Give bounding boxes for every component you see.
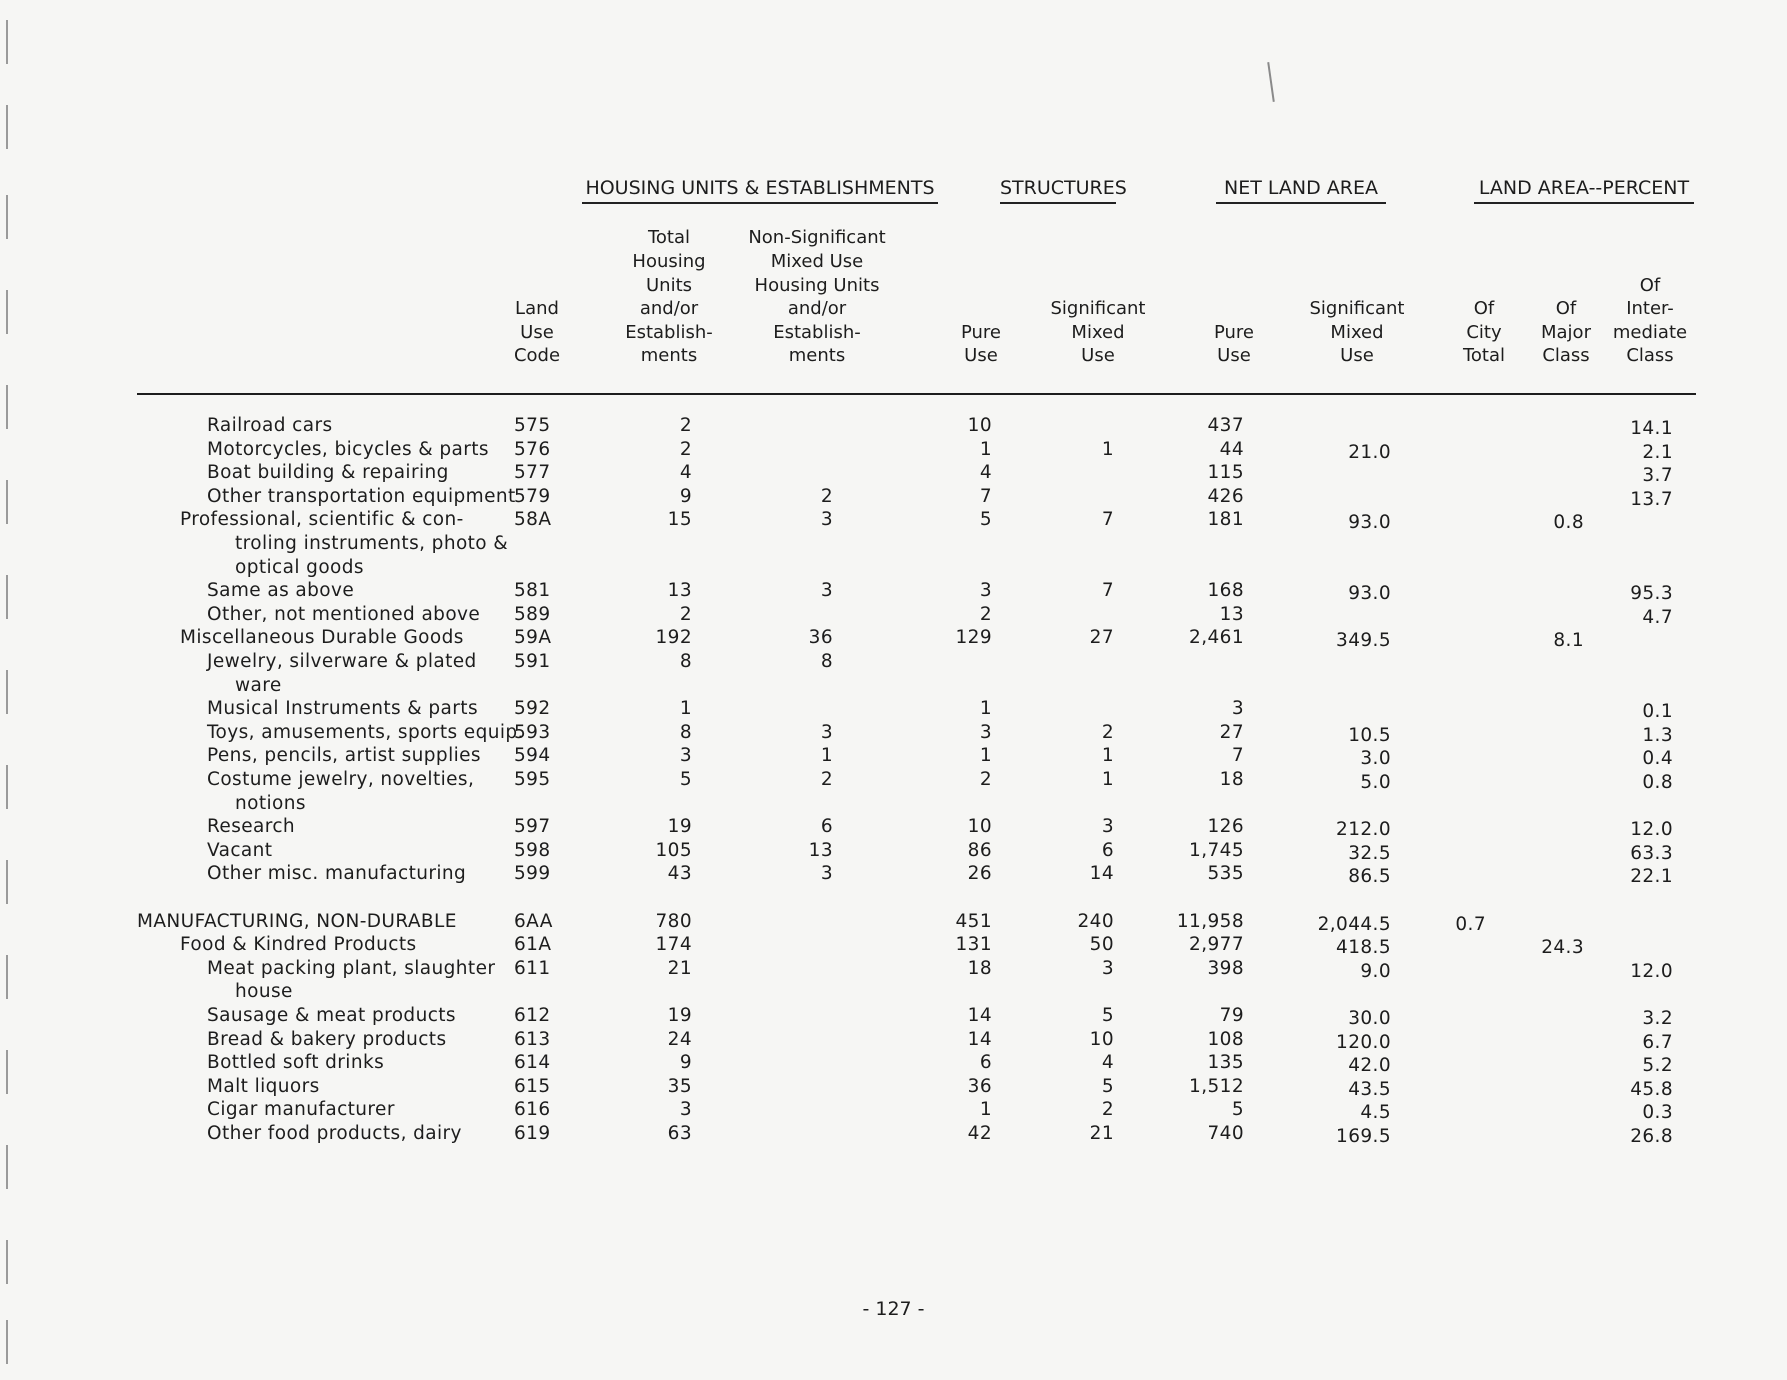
group-rule-land-percent	[1474, 202, 1694, 204]
cell-sig: 4	[1101, 1052, 1114, 1074]
cell-inter: 0.8	[1642, 772, 1673, 793]
cell-total: 780	[655, 910, 692, 932]
cell-total: 19	[667, 1005, 692, 1026]
column-header-line: Of	[1555, 298, 1577, 320]
row-label: Jewelry, silverware & plated	[207, 651, 477, 672]
row-label: Costume jewelry, novelties,	[207, 769, 475, 790]
column-header-line: Housing Units	[754, 274, 880, 296]
table-row	[0, 980, 1787, 1004]
cell-inter: 26.8	[1630, 1126, 1673, 1147]
cell-pure: 3	[979, 721, 992, 743]
row-label: Motorcycles, bicycles & parts	[207, 438, 489, 460]
land-use-code: 619	[514, 1123, 551, 1144]
table-row	[0, 626, 1787, 650]
binder-mark	[6, 105, 12, 149]
header-divider	[137, 393, 1696, 395]
cell-nsig: 86.5	[1348, 866, 1391, 888]
cell-inter: 63.3	[1630, 842, 1673, 864]
cell-total: 15	[667, 509, 692, 531]
cell-npure: 11,958	[1176, 910, 1244, 932]
cell-total: 63	[667, 1123, 692, 1144]
cell-nonsig: 6	[820, 816, 833, 838]
cell-total: 24	[667, 1028, 692, 1050]
column-header-line: Land	[515, 298, 559, 320]
column-header-line: Establish-	[773, 321, 861, 343]
column-header-line: Use	[520, 321, 554, 343]
cell-major: 0.8	[1553, 512, 1584, 534]
cell-total: 2	[679, 603, 692, 625]
table-row	[0, 721, 1787, 745]
cell-pure: 86	[967, 839, 992, 861]
row-label: Professional, scientific & con-	[180, 509, 464, 531]
land-use-code: 612	[514, 1005, 551, 1026]
cell-sig: 3	[1101, 816, 1114, 838]
cell-total: 13	[667, 580, 692, 602]
cell-pure: 14	[967, 1005, 992, 1026]
binder-mark	[6, 195, 12, 239]
group-rule-structures	[1000, 202, 1116, 204]
row-label: Malt liquors	[207, 1075, 320, 1097]
cell-pure: 7	[979, 485, 992, 507]
cell-nonsig: 2	[820, 769, 833, 790]
land-use-code: 611	[514, 957, 551, 979]
land-use-code: 599	[514, 863, 551, 885]
column-header-line: Non-Significant	[748, 227, 886, 249]
column-header-line: Significant	[1309, 298, 1405, 320]
row-label: MANUFACTURING, NON-DURABLE	[137, 910, 457, 932]
land-use-code: 614	[514, 1052, 551, 1074]
column-header-line: Mixed Use	[770, 250, 864, 272]
cell-inter: 22.1	[1630, 866, 1673, 888]
column-header-line: Mixed	[1071, 321, 1125, 343]
group-header-net-land: NET LAND AREA	[1224, 177, 1378, 199]
table-row	[0, 674, 1787, 698]
cell-nsig: 418.5	[1336, 937, 1391, 959]
cell-total: 4	[679, 462, 692, 484]
cell-nsig: 42.0	[1348, 1055, 1391, 1077]
land-use-code: 579	[514, 485, 551, 507]
column-header-line: Mixed	[1330, 321, 1384, 343]
binder-mark	[6, 1240, 12, 1284]
table-row	[0, 744, 1787, 768]
cell-nonsig: 36	[808, 627, 833, 649]
cell-nsig: 4.5	[1360, 1102, 1391, 1124]
cell-sig: 240	[1077, 910, 1114, 932]
cell-npure: 535	[1207, 863, 1244, 885]
land-use-code: 595	[514, 769, 551, 790]
column-header-line: Pure	[960, 321, 1002, 343]
column-header-line: mediate	[1612, 321, 1688, 343]
cell-nonsig: 3	[820, 580, 833, 602]
row-label: Cigar manufacturer	[207, 1099, 395, 1121]
table-row	[0, 579, 1787, 603]
cell-nonsig: 2	[820, 485, 833, 507]
table-row	[0, 461, 1787, 485]
group-rule-housing	[582, 202, 938, 204]
column-header-line: Housing	[632, 250, 706, 272]
cell-nsig: 21.0	[1348, 441, 1391, 463]
cell-pure: 6	[979, 1052, 992, 1074]
table-row	[0, 768, 1787, 792]
cell-total: 174	[655, 934, 692, 956]
cell-pure: 1	[979, 745, 992, 767]
pen-mark	[1267, 62, 1275, 102]
cell-npure: 2,977	[1189, 934, 1244, 956]
column-header-line: City	[1466, 321, 1502, 343]
cell-inter: 0.1	[1642, 701, 1673, 723]
cell-npure: 27	[1219, 721, 1244, 743]
land-use-code: 592	[514, 698, 551, 720]
column-header-line: Class	[1626, 345, 1674, 367]
row-label: Toys, amusements, sports equip.	[207, 721, 524, 743]
row-label: Other misc. manufacturing	[207, 863, 467, 885]
cell-total: 5	[679, 769, 692, 790]
column-header-line: Code	[513, 345, 561, 367]
cell-total: 9	[679, 485, 692, 507]
table-row	[0, 603, 1787, 627]
cell-nsig: 93.0	[1348, 583, 1391, 605]
cell-nsig: 93.0	[1348, 512, 1391, 534]
land-use-code: 598	[514, 839, 551, 861]
table-row	[0, 1028, 1787, 1052]
cell-total: 2	[679, 415, 692, 436]
cell-pure: 1	[979, 698, 992, 720]
column-header-line: Total	[1462, 345, 1506, 367]
cell-npure: 44	[1219, 438, 1244, 460]
column-header-line: Significant	[1050, 298, 1146, 320]
cell-npure: 168	[1207, 580, 1244, 602]
cell-total: 19	[667, 816, 692, 838]
land-use-code: 615	[514, 1075, 551, 1097]
cell-nsig: 212.0	[1336, 819, 1391, 841]
cell-sig: 10	[1089, 1028, 1114, 1050]
cell-total: 105	[655, 839, 692, 861]
cell-npure: 7	[1231, 745, 1244, 767]
column-header-line: and/or	[787, 298, 847, 320]
cell-total: 21	[667, 957, 692, 979]
cell-total: 9	[679, 1052, 692, 1074]
cell-pure: 1	[979, 438, 992, 460]
cell-pure: 36	[967, 1075, 992, 1097]
cell-nsig: 32.5	[1348, 842, 1391, 864]
cell-inter: 3.7	[1642, 465, 1673, 487]
row-label: notions	[235, 792, 306, 814]
cell-pure: 3	[979, 580, 992, 602]
cell-sig: 3	[1101, 957, 1114, 979]
land-use-code: 575	[514, 415, 551, 436]
binder-mark	[6, 1145, 12, 1189]
column-header-line: Total	[647, 227, 691, 249]
cell-inter: 13.7	[1630, 488, 1673, 510]
table-row	[0, 815, 1787, 839]
cell-inter: 5.2	[1642, 1055, 1673, 1077]
cell-total: 192	[655, 627, 692, 649]
cell-nsig: 9.0	[1360, 960, 1391, 982]
land-use-code: 581	[514, 580, 551, 602]
cell-npure: 79	[1219, 1005, 1244, 1026]
cell-npure: 5	[1231, 1099, 1244, 1121]
cell-npure: 740	[1207, 1123, 1244, 1144]
row-label: Meat packing plant, slaughter	[207, 957, 496, 979]
cell-pure: 10	[967, 415, 992, 436]
cell-major: 24.3	[1541, 937, 1584, 959]
column-header-of-intermediate-class	[1550, 274, 1750, 368]
land-use-code: 594	[514, 745, 551, 767]
row-label: house	[235, 981, 293, 1003]
group-header-housing: HOUSING UNITS & ESTABLISHMENTS	[585, 177, 935, 199]
cell-sig: 5	[1101, 1005, 1114, 1026]
table-row	[0, 438, 1787, 462]
land-use-code: 61A	[514, 934, 552, 956]
cell-pure: 2	[979, 603, 992, 625]
cell-npure: 115	[1207, 462, 1244, 484]
cell-sig: 2	[1101, 1099, 1114, 1121]
column-header-line: Establish-	[625, 321, 713, 343]
cell-sig: 1	[1101, 745, 1114, 767]
column-header-line: Use	[1340, 345, 1374, 367]
column-header-line: Use	[1217, 345, 1251, 367]
cell-pure: 26	[967, 863, 992, 885]
table-row	[0, 1004, 1787, 1028]
cell-npure: 108	[1207, 1028, 1244, 1050]
row-label: Other transportation equipment	[207, 485, 516, 507]
cell-nsig: 169.5	[1336, 1126, 1391, 1147]
land-use-code: 576	[514, 438, 551, 460]
column-header-line: Units	[645, 274, 693, 296]
row-label: Food & Kindred Products	[180, 934, 417, 956]
row-label: Same as above	[207, 580, 355, 602]
cell-nsig: 2,044.5	[1317, 913, 1391, 935]
cell-sig: 2	[1101, 721, 1114, 743]
row-label: Boat building & repairing	[207, 462, 449, 484]
column-header-line: Of	[1639, 274, 1661, 296]
cell-pure: 131	[955, 934, 992, 956]
table-row	[0, 697, 1787, 721]
cell-total: 3	[679, 1099, 692, 1121]
land-use-code: 589	[514, 603, 551, 625]
cell-nsig: 3.0	[1360, 748, 1391, 770]
cell-sig: 7	[1101, 509, 1114, 531]
cell-total: 35	[667, 1075, 692, 1097]
table-row	[0, 933, 1787, 957]
row-label: optical goods	[235, 556, 364, 578]
land-use-code: 577	[514, 462, 551, 484]
table-row	[0, 414, 1787, 438]
cell-sig: 50	[1089, 934, 1114, 956]
cell-nonsig: 3	[820, 721, 833, 743]
column-header-line: Class	[1542, 345, 1590, 367]
cell-nsig: 30.0	[1348, 1008, 1391, 1029]
column-header-line: Pure	[1213, 321, 1255, 343]
cell-pure: 1	[979, 1099, 992, 1121]
cell-pure: 42	[967, 1123, 992, 1144]
column-header-line: Inter-	[1626, 298, 1674, 320]
cell-pure: 10	[967, 816, 992, 838]
column-header-line: ments	[640, 345, 698, 367]
cell-inter: 2.1	[1642, 441, 1673, 463]
land-use-code: 59A	[514, 627, 552, 649]
table-row	[0, 650, 1787, 674]
cell-inter: 95.3	[1630, 583, 1673, 605]
column-header-line: Use	[1081, 345, 1115, 367]
cell-pure: 129	[955, 627, 992, 649]
cell-npure: 126	[1207, 816, 1244, 838]
row-label: Research	[207, 816, 296, 838]
row-label: Miscellaneous Durable Goods	[180, 627, 464, 649]
column-header-line: ments	[788, 345, 846, 367]
cell-major: 8.1	[1553, 630, 1584, 652]
binder-mark	[6, 1320, 12, 1364]
table-row	[0, 862, 1787, 886]
land-use-code: 6AA	[514, 910, 553, 932]
cell-sig: 1	[1101, 438, 1114, 460]
cell-pure: 5	[979, 509, 992, 531]
cell-pure: 14	[967, 1028, 992, 1050]
page-number: - 127 -	[862, 1298, 925, 1320]
row-label: Pens, pencils, artist supplies	[207, 745, 481, 767]
table-row	[0, 1075, 1787, 1099]
cell-npure: 135	[1207, 1052, 1244, 1074]
cell-nonsig: 3	[820, 863, 833, 885]
land-use-code: 58A	[514, 509, 552, 531]
cell-npure: 181	[1207, 509, 1244, 531]
cell-npure: 437	[1207, 415, 1244, 436]
cell-inter: 45.8	[1630, 1078, 1673, 1100]
binder-mark	[6, 20, 12, 64]
cell-npure: 3	[1231, 698, 1244, 720]
row-label: ware	[235, 674, 282, 696]
cell-sig: 1	[1101, 769, 1114, 790]
cell-nsig: 5.0	[1360, 772, 1391, 793]
row-label: Railroad cars	[207, 415, 333, 436]
table-row	[0, 792, 1787, 816]
cell-npure: 2,461	[1189, 627, 1244, 649]
cell-nsig: 120.0	[1336, 1031, 1391, 1053]
cell-npure: 13	[1219, 603, 1244, 625]
cell-inter: 3.2	[1642, 1008, 1673, 1029]
cell-pure: 2	[979, 769, 992, 790]
cell-sig: 7	[1101, 580, 1114, 602]
cell-nonsig: 13	[808, 839, 833, 861]
cell-inter: 1.3	[1642, 724, 1673, 746]
cell-inter: 12.0	[1630, 960, 1673, 982]
table-row	[0, 1051, 1787, 1075]
row-label: Bottled soft drinks	[207, 1052, 385, 1074]
cell-npure: 426	[1207, 485, 1244, 507]
group-rule-net-land	[1216, 202, 1386, 204]
table-row	[0, 556, 1787, 580]
cell-sig: 27	[1089, 627, 1114, 649]
table-row	[0, 839, 1787, 863]
cell-city: 0.7	[1455, 913, 1486, 935]
column-header-line: Of	[1473, 298, 1495, 320]
land-use-code: 593	[514, 721, 551, 743]
table-row	[0, 910, 1787, 934]
cell-total: 1	[679, 698, 692, 720]
group-header-land-percent: LAND AREA--PERCENT	[1478, 177, 1690, 199]
row-label: Vacant	[207, 839, 273, 861]
row-label: Musical Instruments & parts	[207, 698, 478, 720]
land-use-code: 597	[514, 816, 551, 838]
land-use-code: 616	[514, 1099, 551, 1121]
cell-nsig: 349.5	[1336, 630, 1391, 652]
cell-npure: 18	[1219, 769, 1244, 790]
cell-npure: 1,512	[1189, 1075, 1244, 1097]
cell-pure: 4	[979, 462, 992, 484]
row-label: Bread & bakery products	[207, 1028, 447, 1050]
cell-sig: 14	[1089, 863, 1114, 885]
group-header-structures: STRUCTURES	[1000, 177, 1127, 199]
cell-total: 43	[667, 863, 692, 885]
cell-total: 8	[679, 651, 692, 672]
cell-nonsig: 1	[820, 745, 833, 767]
cell-sig: 21	[1089, 1123, 1114, 1144]
cell-npure: 398	[1207, 957, 1244, 979]
row-label: troling instruments, photo &	[235, 533, 509, 554]
cell-inter: 6.7	[1642, 1031, 1673, 1053]
table-row	[0, 1122, 1787, 1146]
cell-pure: 451	[955, 910, 992, 932]
table-row	[0, 485, 1787, 509]
cell-nsig: 10.5	[1348, 724, 1391, 746]
cell-total: 3	[679, 745, 692, 767]
cell-total: 2	[679, 438, 692, 460]
column-header-line: Major	[1541, 321, 1591, 343]
cell-inter: 0.4	[1642, 748, 1673, 770]
row-label: Other, not mentioned above	[207, 603, 481, 625]
column-header-line: and/or	[639, 298, 699, 320]
cell-sig: 5	[1101, 1075, 1114, 1097]
row-label: Sausage & meat products	[207, 1005, 456, 1026]
cell-nonsig: 3	[820, 509, 833, 531]
cell-sig: 6	[1101, 839, 1114, 861]
cell-pure: 18	[967, 957, 992, 979]
cell-inter: 12.0	[1630, 819, 1673, 841]
cell-inter: 14.1	[1630, 418, 1673, 439]
table-row	[0, 532, 1787, 556]
cell-inter: 4.7	[1642, 606, 1673, 628]
table-row	[0, 508, 1787, 532]
row-label: Other food products, dairy	[207, 1123, 462, 1144]
cell-npure: 1,745	[1189, 839, 1244, 861]
cell-inter: 0.3	[1642, 1102, 1673, 1124]
cell-nsig: 43.5	[1348, 1078, 1391, 1100]
land-use-code: 613	[514, 1028, 551, 1050]
land-use-code: 591	[514, 651, 551, 672]
cell-nonsig: 8	[820, 651, 833, 672]
binder-mark	[6, 290, 12, 334]
cell-total: 8	[679, 721, 692, 743]
table-row	[0, 957, 1787, 981]
table-row	[0, 1098, 1787, 1122]
column-header-line: Use	[964, 345, 998, 367]
